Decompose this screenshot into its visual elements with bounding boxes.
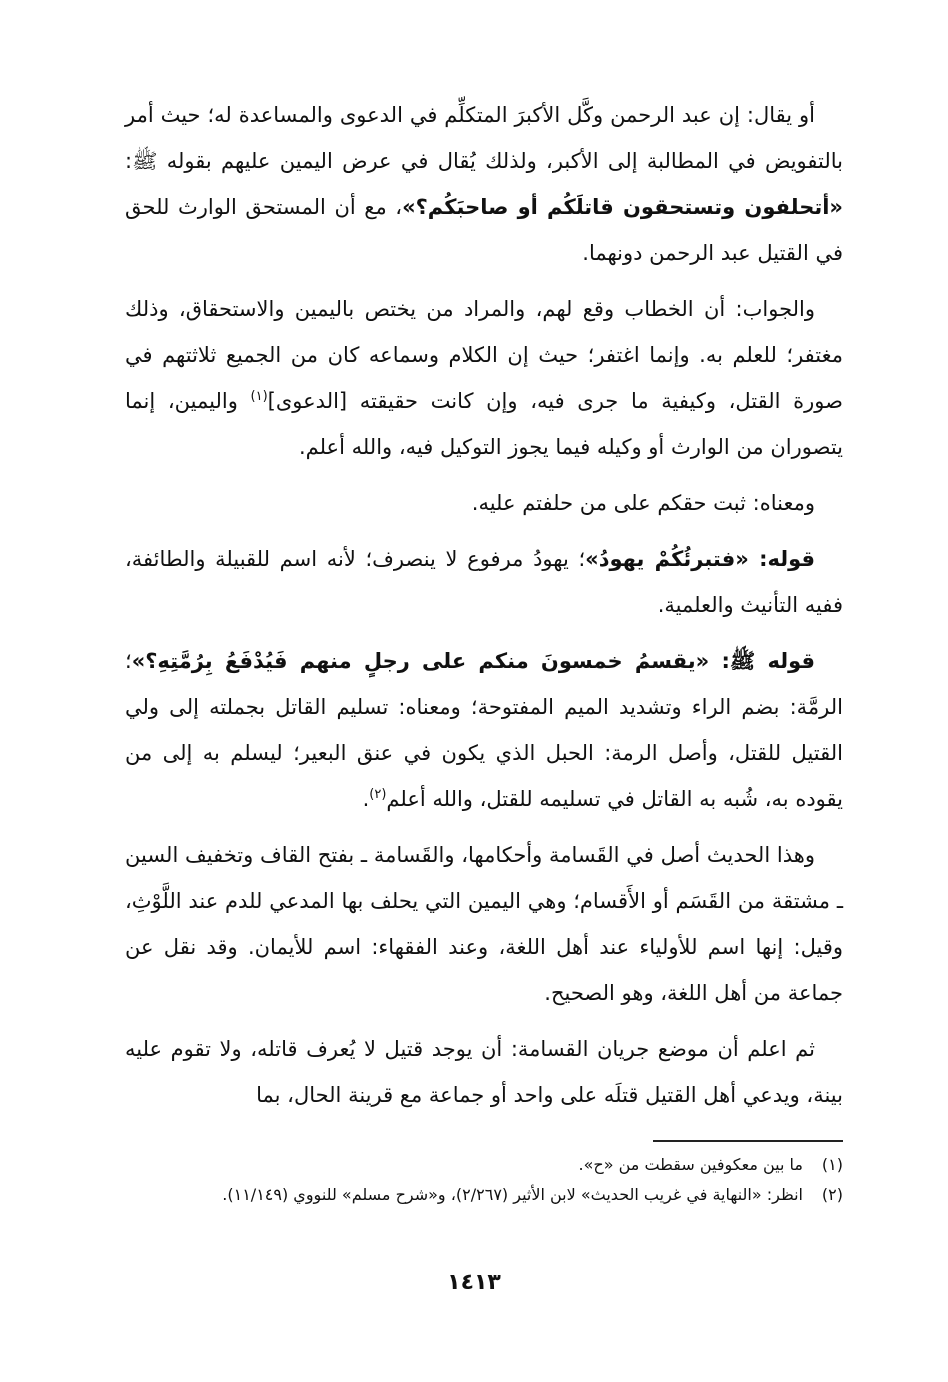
footnote-ref: (١) [250, 389, 268, 404]
main-text [125, 92, 843, 1128]
text-segment: . [362, 787, 370, 811]
paragraph [125, 832, 843, 1016]
text-segment: والجواب: أن الخطاب وقع لهم، والمراد من يختص باليمين والاستحقاق، وذلك مغتفر؛ للعلم به. وإنما اغتفر؛ حيث إن الكلام وسماعه كان من الجميع ثلاثتهم في صورة القتل، وكيفية ما جرى فيه، وإن كانت حقيقته [الدعوى] [125, 297, 843, 413]
page-number: ١٤١٣ [447, 1270, 501, 1295]
hadith-quote: قوله: «فتبرئُكُمْ يهودُ» [585, 547, 816, 571]
text-segment: واليمين، إنما يتصوران من الوارث أو وكيله فيما يجوز التوكيل فيه، والله أعلم. [125, 389, 843, 459]
text-segment: وهذا الحديث أصل في القَسامة وأحكامها، والقَسامة ـ بفتح القاف وتخفيف السين ـ مشتقة من القَسَم أو الأَقسام؛ وهي اليمين التي يحلف بها المدعي للدم عند اللَّوْثِ، وقيل: إنها اسم للأولياء عند أهل اللغة، وعند الفقهاء: اسم للأيمان. وقد نقل عن جماعة من أهل اللغة، وهو الصحيح. [125, 843, 843, 1005]
paragraph [125, 1026, 843, 1118]
hadith-quote: «أتحلفون وتستحقون قاتلَكُم أو صاحبَكُم؟» [402, 195, 843, 219]
footnote-text: ما بين معكوفين سقطت من «ح». [578, 1155, 803, 1174]
footnote-text: انظر: «النهاية في غريب الحديث» لابن الأثير (٢/٢٦٧)، و«شرح مسلم» للنووي (١١/١٤٩). [222, 1185, 803, 1204]
footnote-number: (١) [821, 1155, 843, 1174]
paragraph [125, 286, 843, 470]
hadith-quote: قوله ﷺ: «يقسمُ خمسونَ منكم على رجلٍ منهم فَيُدْفَعُ بِرُمَّتِهِ؟» [131, 649, 815, 673]
paragraph [125, 480, 843, 526]
text-segment: ومعناه: ثبت حقكم على من حلفتم عليه. [471, 491, 815, 515]
text-segment: ؛ الرمَّة: بضم الراء وتشديد الميم المفتوحة؛ ومعناه: تسليم القاتل بجملته إلى ولي القتيل للقتل، وأصل الرمة: الحبل الذي يكون في عنق البعير؛ ليسلم به إلى من يقوده به، شُبه به القاتل في تسليمه للقتل، والله أعلم [125, 649, 843, 811]
footnotes [125, 1150, 843, 1210]
text-segment: أو يقال: إن عبد الرحمن وكَّل الأكبرَ المتكلِّم في الدعوى والمساعدة له؛ حيث أمر بالتفويض في المطالبة إلى الأكبر، ولذلك يُقال في عرض اليمين عليهم بقوله ﷺ: [125, 103, 843, 173]
text-segment: ؛ يهودُ مرفوع لا ينصرف؛ لأنه اسم للقبيلة والطائفة، ففيه التأنيث والعلمية. [125, 547, 843, 617]
paragraph [125, 638, 843, 822]
footnote-ref: (٢) [369, 787, 387, 802]
paragraph [125, 92, 843, 276]
footnote-number: (٢) [821, 1185, 843, 1204]
paragraph [125, 536, 843, 628]
text-segment: ثم اعلم أن موضع جريان القسامة: أن يوجد قتيل لا يُعرف قاتله، ولا تقوم عليه بينة، ويدعي أهل القتيل قتلَه على واحد أو جماعة مع قرينة الحال، بما [125, 1037, 843, 1107]
footnote [125, 1180, 843, 1210]
footnote-separator [653, 1140, 843, 1142]
text-segment: ، مع أن المستحق الوارث للحق في القتيل عبد الرحمن دونهما. [125, 195, 843, 265]
footnote [125, 1150, 843, 1180]
